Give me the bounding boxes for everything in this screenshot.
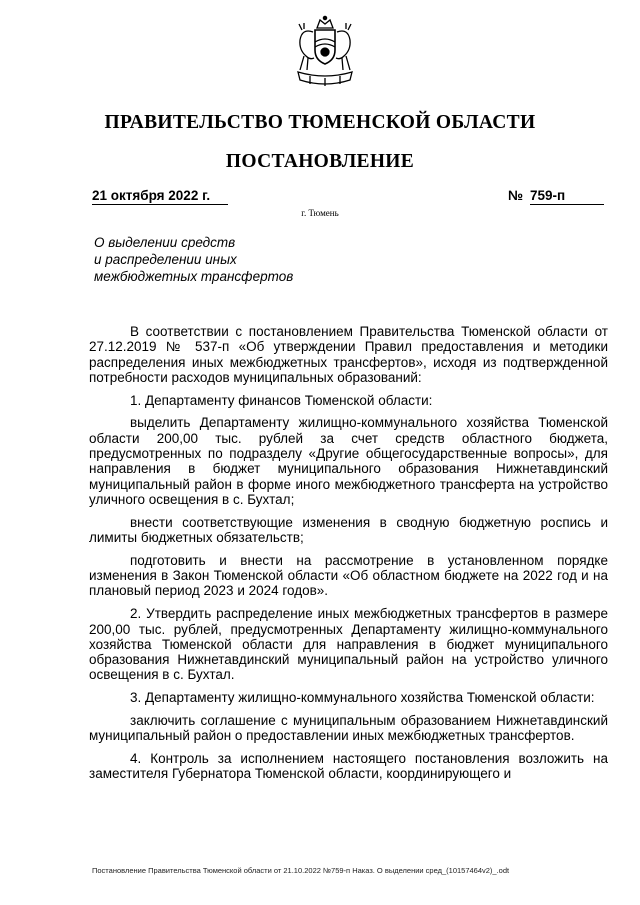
body-paragraph: внести соответствующие изменения в сводную бюджетную роспись и лимиты бюджетных обязательств; [89,514,608,546]
subject-line: и распределении иных [94,252,237,267]
number-sign: № [508,188,524,203]
document-type: ПОСТАНОВЛЕНИЕ [225,151,415,172]
page-footer: Постановление Правительства Тюменской области от 21.10.2022 №759-п Наказ. О выделении сред_(10157464v2)_.odt [92,866,510,875]
document-number: 759-п [530,188,604,205]
body-paragraph: 1. Департаменту финансов Тюменской области: [130,392,433,408]
body-paragraph: выделить Департаменту жилищно-коммунального хозяйства Тюменской области 200,00 тыс. рублей за счет средств областного бюджета, предусмотренных по подразделу «Другие общегосударственные вопросы», для направления в бюджет муниципального образования Нижнетавдинский муниципальный район в форме иного межбюджетного трансферта на устройство уличного освещения в с. Бухтал; [89,415,608,507]
document-city: г. Тюмень [301,208,339,218]
subject-line: О выделении средств [94,235,236,250]
body-paragraph: заключить соглашение с муниципальным образованием Нижнетавдинский муниципальный район о предоставлении иных межбюджетных трансфертов. [89,713,608,744]
body-paragraph: подготовить и внести на рассмотрение в установленном порядке изменения в Закон Тюменской области «Об областном бюджете на 2022 год и на плановый период 2023 и 2024 годов». [89,552,608,599]
document-body [89,324,608,789]
document-subject [94,234,334,285]
subject-line: межбюджетных трансфертов [94,269,294,284]
body-paragraph: В соответствии с постановлением Правительства Тюменской области от 27.12.2019 № 537-п «Об утверждении Правил предоставления и методики распределения иных межбюджетных трансфертов», исходя из подтвержденной потребности расходов муниципальных образований: [89,324,608,385]
document-date: 21 октября 2022 г. [92,188,228,205]
organization-title: ПРАВИТЕЛЬСТВО ТЮМЕНСКОЙ ОБЛАСТИ [104,112,536,133]
body-paragraph: 3. Департаменту жилищно-коммунального хозяйства Тюменской области: [130,690,595,706]
coat-of-arms-icon [290,14,360,92]
body-paragraph: 2. Утвердить распределение иных межбюджетных трансфертов в размере 200,00 тыс. рублей, предусмотренных Департаменту жилищно-коммунального хозяйства Тюменской области для направления в бюджет муниципального образования Нижнетавдинский муниципальный район на устройство уличного освещения в с. Бухтал. [89,606,608,683]
body-paragraph: 4. Контроль за исполнением настоящего постановления возложить на заместителя Губернатора Тюменской области, координирующего и [89,751,608,782]
